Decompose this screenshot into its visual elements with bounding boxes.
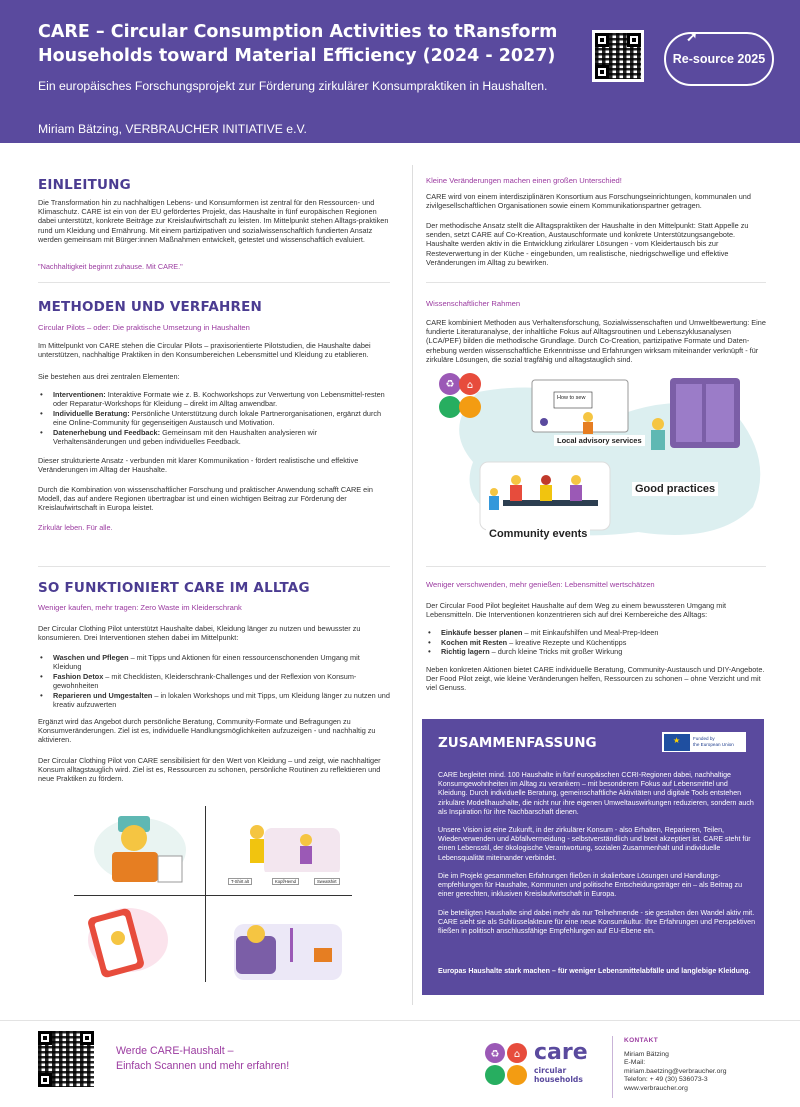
eu-flag-icon (664, 734, 690, 751)
qr-code-icon[interactable] (592, 30, 644, 82)
list-item-bold: Fashion Detox (53, 671, 104, 681)
rechts-oben-p2: Der methodische Ansatz stellt die Alltagspraktiken der Haushalte in den Mittelpunkt: Statt Appelle zu senden, setzt CARE auf Co-Kreation, Austauschformate und konkrete Unterstützungsangebote. Haushalte werden aktiv in die Entwicklung zirkulärer Lösungen - vom Kleidertausch bis zur Resteverwertung in der Küche - eingebunden, um realistische, niedrigschwellige und effektive Veränderungen im Alltag zu bewirken. (426, 221, 749, 267)
panel-fashion-detox (222, 825, 352, 882)
list-item-text: – mit Einkaufshilfen und Meal-Prep-Ideen (522, 628, 659, 637)
list-item-bold: Reparieren und Umgestalten (53, 690, 153, 700)
summary-p3: Die im Projekt gesammelten Erfahrungen fließen in skalierbare Lösungen und Handlungs-empfehlungen für Haushalte, Kommunen und politische Entscheidungsträger ein – als Beitrag zu einer gerechten, inklusiven Kreislaufwirtschaft in Europa. (438, 872, 743, 899)
qr-finder (38, 1073, 52, 1087)
qr-finder (38, 1031, 52, 1045)
resource-badge-label: Re-source 2025 (672, 52, 766, 66)
list-item (38, 428, 390, 446)
section-divider (38, 566, 390, 567)
qr-finder (595, 33, 609, 47)
food-intro: Der Circular Food Pilot begleitet Haushalte auf dem Weg zu einem bewussteren Umgang mit Lebensmitteln. Die Interventionen konzentrieren sich auf drei Kernbereiche des Alltags: (426, 601, 726, 620)
list-item (38, 390, 390, 408)
wardrobe-door (676, 384, 702, 442)
label-tshirt: T-Shirt alt (228, 878, 252, 885)
poster-subtitle: Ein europäisches Forschungsprojekt zur Förderung zirkulärer Konsumpraktiken in Haushalten. (38, 79, 548, 93)
care-logo (484, 1040, 602, 1090)
label-local-advisory: Local advisory services (554, 435, 645, 446)
person-figure (250, 825, 264, 839)
einleitung-heading: EINLEITUNG (38, 177, 131, 193)
contact-website-link[interactable]: www.verbraucher.org (624, 1084, 688, 1092)
list-item (38, 672, 390, 690)
poster-author: Miriam Bätzing, VERBRAUCHER INITIATIVE e.V. (38, 122, 307, 136)
person-figure (121, 825, 147, 851)
person-figure (111, 931, 125, 945)
eu-funding-text (693, 736, 734, 747)
eu-line1: Funded by (693, 736, 715, 742)
label-sweatshirt: Sweatshirt (314, 878, 340, 885)
screen (158, 856, 182, 882)
footer-divider-vertical (612, 1036, 613, 1098)
methoden-heading: METHODEN UND VERFAHREN (38, 299, 263, 315)
logo-sub2: households (534, 1074, 583, 1084)
list-item-text: Persönliche Unterstützung durch lokale Partnerorganisationen, ergänzt durch eine Online-Community für gegenseitigen Austausch und Motivation. (53, 408, 382, 428)
cta-line1: Werde CARE-Haushalt – (116, 1045, 234, 1057)
person-figure (570, 485, 582, 501)
svg-text:⌂: ⌂ (513, 1049, 521, 1060)
label-how-to-sew: How to sew (557, 395, 586, 401)
picture-frame (314, 948, 332, 962)
care-logo-word: care (534, 1040, 588, 1065)
alltag-p3: Der Circular Clothing Pilot von CARE sensibilisiert für den Wert von Kleidung – und zeigt, wie nachhaltiger Konsum alltagstauglich wird. Ziel ist es, Ressourcen zu schonen, persönliche Routinen zu reflektieren und neue Praktiken zu fördern. (38, 756, 381, 784)
list-item-text: – kreative Rezepte und Küchentipps (507, 637, 627, 647)
food-p2: Neben konkreten Aktionen bietet CARE individuelle Beratung, Community-Austausch und DIY-Angebote. Der Food Pilot zeigt, wie kleine Veränderungen helfen, Ressourcen zu schonen – ohne Verzicht und mit viel Genuss. (426, 665, 765, 693)
shirt-icon (459, 396, 481, 418)
alltag-list (38, 653, 390, 710)
person-figure (540, 485, 552, 501)
einleitung-body: Die Transformation hin zu nachhaltigen Lebens- und Konsumformen ist zentral für den Ressourcen- und Klimaschutz. CARE ist ein von der EU gefördertes Projekt, das Haushalte in fünf europäischen Regionen dabei unterstützt, konkrete Beiträge zur Kreislaufwirtschaft zu leisten. Im Mittelpunkt stehen Alltags-praktiken rund um Kleidung und Ernährung. Mit einem partizipativen und sozialwissenschaftlich fundierten Ansatz werden gemeinsam mit Bürger:innen Maßnahmen entwickelt, getestet und wissenschaftlich evaluiert. (38, 198, 389, 244)
qr-finder (627, 33, 641, 47)
care-logo-icon (484, 1042, 530, 1088)
lamp (290, 928, 293, 962)
person-figure (490, 488, 498, 496)
list-item-bold: Kochen mit Resten (441, 637, 508, 647)
list-item-bold: Richtig lagern (441, 647, 490, 657)
rahmen-body: CARE kombiniert Methoden aus Verhaltensforschung, Sozialwissenschaften und Umweltbewertung: Eine fundierte Literaturanalyse, der inhaltliche Fokus auf Alltagsroutinen und Lebenszyklusanalysen (LCA/PEF) bilden die methodische Grundlage. Durch Co-Creation, partizipative Formate und Daten-erhebung werden wissenschaftliche Erkenntnisse und Erfahrungen wirksam miteinander verknüpft - für zirkuläre Lösungen, die sozial tragfähig und alltagstauglich sind. (426, 318, 766, 364)
footer-cta (116, 1044, 289, 1074)
person-figure (300, 834, 312, 846)
person-figure (511, 475, 521, 485)
list-item-bold: Waschen und Pflegen (53, 653, 129, 662)
svg-text:♻: ♻ (490, 1049, 500, 1060)
list-item-bold: Individuelle Beratung: (53, 408, 130, 418)
summary-p2: Unsere Vision ist eine Zukunft, in der zirkulärer Konsum - also Erhalten, Reparieren, Teilen, Wiederverwenden und Abfallvermeidung - selbstverständlich und breit akzeptiert ist. CARE steht für einen Lebensstil, der ökologische Verantwortung, sozialen Zusammenhalt und individuelle Lebensqualität miteinander verbindet. (438, 826, 751, 862)
svg-text:♻: ♻ (445, 379, 455, 390)
laptop (112, 852, 158, 882)
section-divider (38, 282, 390, 283)
list-item (38, 653, 390, 671)
food-list (426, 628, 766, 657)
alltag-intro: Der Circular Clothing Pilot unterstützt Haushalte dabei, Kleidung länger zu nutzen und bewusster zu konsumieren. Drei Interventionen stehen dabei im Mittelpunkt: (38, 624, 361, 643)
contact-email-label: E-Mail: (624, 1059, 646, 1067)
methoden-quote: Zirkulär leben. Für alle. (38, 523, 113, 532)
eu-funding-badge (662, 732, 746, 752)
list-item (426, 638, 766, 647)
list-item-bold: Interventionen: (53, 390, 106, 399)
panel-phone (87, 907, 168, 978)
list-item-text: Gemeinsam mit den Haushalten analysieren wir Verhaltensänderungen und geben individuelles Feedback. (53, 427, 318, 447)
care-activities-illustration (438, 372, 770, 544)
apple-icon (439, 396, 461, 418)
list-item (38, 691, 390, 709)
care-logo-sub (534, 1067, 583, 1084)
contact-email-link[interactable]: miriam.baetzing@verbraucher.org (624, 1067, 727, 1075)
food-subheading: Weniger verschwenden, mehr genießen: Lebensmittel wertschätzen (426, 580, 655, 589)
summary-box (422, 719, 764, 995)
person-figure (651, 430, 665, 450)
list-item-text: – mit Checklisten, Kleiderschrank-Challenges und der Reflexion von Konsum-gewohnheiten (53, 671, 357, 691)
alltag-subheading: Weniger kaufen, mehr tragen: Zero Waste im Kleiderschrank (38, 603, 242, 612)
methoden-p2: Dieser strukturierte Ansatz - verbunden mit klarer Kommunikation - fördert realistische und effektive Veränderungen im Alltag der Haushalte. (38, 456, 359, 475)
rahmen-subheading: Wissenschaftlicher Rahmen (426, 299, 521, 308)
contact-name: Miriam Bätzing (624, 1051, 669, 1058)
methoden-subheading: Circular Pilots – oder: Die praktische Umsetzung in Haushalten (38, 323, 250, 332)
person-figure (571, 475, 581, 485)
list-item (426, 628, 766, 637)
list-item-bold: Einkäufe besser planen (441, 628, 523, 637)
person-figure (300, 846, 312, 864)
person-figure (583, 422, 593, 434)
qr-finder (80, 1031, 94, 1045)
cta-line2: Einfach Scannen und mehr erfahren! (116, 1060, 290, 1072)
panel-laundry (94, 816, 186, 882)
column-divider (412, 165, 413, 1005)
person-figure (583, 412, 593, 422)
person-figure (652, 418, 664, 430)
label-community-events: Community events (486, 528, 590, 540)
svg-text:⌂: ⌂ (466, 380, 474, 391)
label-good-practices: Good practices (632, 482, 718, 496)
person-figure (510, 485, 522, 501)
kontakt-block (624, 1051, 726, 1093)
summary-heading: ZUSAMMENFASSUNG (438, 735, 597, 751)
list-item (426, 647, 766, 656)
list-item-text: Interaktive Formate wie z. B. Kochworkshops zur Verwertung von Lebensmittel-resten oder Reparatur-Workshops für Kleidung – direkt im Alltag anwendbar. (53, 390, 385, 409)
footer-divider (0, 1020, 800, 1021)
list-item (38, 409, 390, 427)
person-figure (250, 839, 264, 863)
logo-sub1: circular (534, 1066, 567, 1075)
methoden-p3: Durch die Kombination von wissenschaftlicher Forschung und praktischer Anwendung schafft CARE ein Modell, das auf andere Regionen übertragbar ist und einen wichtigen Beitrag zur Förderung der Kreislaufwirtschaft in Europa leistet. (38, 485, 373, 513)
summary-p5: Europas Haushalte stark machen – für weniger Lebensmittelabfälle und langlebige Kleidung. (438, 967, 751, 975)
arrow-icon: ➚ (686, 28, 698, 44)
section-divider (426, 566, 766, 567)
panel-repair (234, 924, 342, 980)
header-banner (0, 0, 800, 143)
person-figure (541, 475, 551, 485)
label-hemd: Kopf/Hemd (272, 878, 299, 885)
rechts-oben-subheading: Kleine Veränderungen machen einen großen Unterschied! (426, 176, 622, 185)
methoden-list (38, 390, 390, 447)
person-figure (489, 496, 499, 510)
alltag-heading: SO FUNKTIONIERT CARE IM ALLTAG (38, 580, 310, 596)
qr-code-icon[interactable] (38, 1031, 94, 1087)
list-item-bold: Datenerhebung und Feedback: (53, 427, 161, 437)
einleitung-quote: "Nachhaltigkeit beginnt zuhause. Mit CARE." (38, 262, 183, 271)
kontakt-label: KONTAKT (624, 1037, 659, 1044)
list-item-text: – mit Tipps und Aktionen für einen ressourcenschonenden Umgang mit Kleidung (53, 653, 360, 672)
poster-title: CARE – Circular Consumption Activities to tRansform Households toward Material Efficiency (2024 - 2027) (38, 22, 558, 66)
list-item-text: – durch kleine Tricks mit großer Wirkung (489, 647, 623, 657)
qr-finder (595, 65, 609, 79)
wardrobe-door (706, 384, 734, 442)
summary-p4: Die beteiligten Haushalte sind dabei mehr als nur Teilnehmende - sie gestalten den Wandel aktiv mit. CARE sieht sie als Schlüsselakteure für eine neue Konsumkultur. Ihre Erfahrungen und Perspektiven fließen in politisch anschlussfähige Empfehlungen auf EU-Ebene ein. (438, 909, 756, 936)
alltag-p2: Ergänzt wird das Angebot durch persönliche Beratung, Community-Formate und Befragungen zu Konsumveränderungen. Ziel ist es, individuelle Handlungsmöglichkeiten aufzuzeigen - und nachhaltig zu aktivieren. (38, 717, 376, 745)
person-figure (247, 925, 265, 943)
section-divider (426, 282, 766, 283)
list-item-text: – in lokalen Workshops und mit Tipps, um Kleidung länger zu nutzen und kreativ aufzuwerten (53, 690, 390, 710)
rechts-oben-p1: CARE wird von einem interdisziplinären Konsortium aus Forschungseinrichtungen, kommunalen und zivilgesellschaftlichen Organisationen sowie einem Kommunikationspartner getragen. (426, 192, 751, 211)
methoden-intro: Im Mittelpunkt von CARE stehen die Circular Pilots – praxisorientierte Pilotstudien, die Haushalte dabei unterstützen, nachhaltige Praktiken in den Konsumbereichen Lebensmittel und Kleidung zu etablieren. (38, 341, 371, 360)
resource-badge (664, 28, 774, 86)
person-figure (540, 418, 548, 426)
clothing-pilot-illustration (74, 806, 352, 982)
eu-line2: the European Union (693, 742, 734, 747)
contact-phone: Telefon: + 49 (30) 536073-3 (624, 1076, 708, 1084)
methoden-intro2: Sie bestehen aus drei zentralen Elementen: (38, 372, 180, 381)
summary-p1: CARE begleitet mind. 100 Haushalte in fünf europäischen CCRI-Regionen dabei, nachhaltige Konsumgewohnheiten im Alltag zu verankern – mit besonderem Fokus auf Lebensmittel und Kleidung. Durch individuelle Beratung, gemeinschaftliche Aktivitäten und digitale Tools entstehen zirkuläre Modellhaushalte, die nicht nur ihre eigenen Umweltauswirkungen reduzieren, sondern auch als Inspiration für ihre Nachbarschaft dienen. (438, 771, 754, 816)
